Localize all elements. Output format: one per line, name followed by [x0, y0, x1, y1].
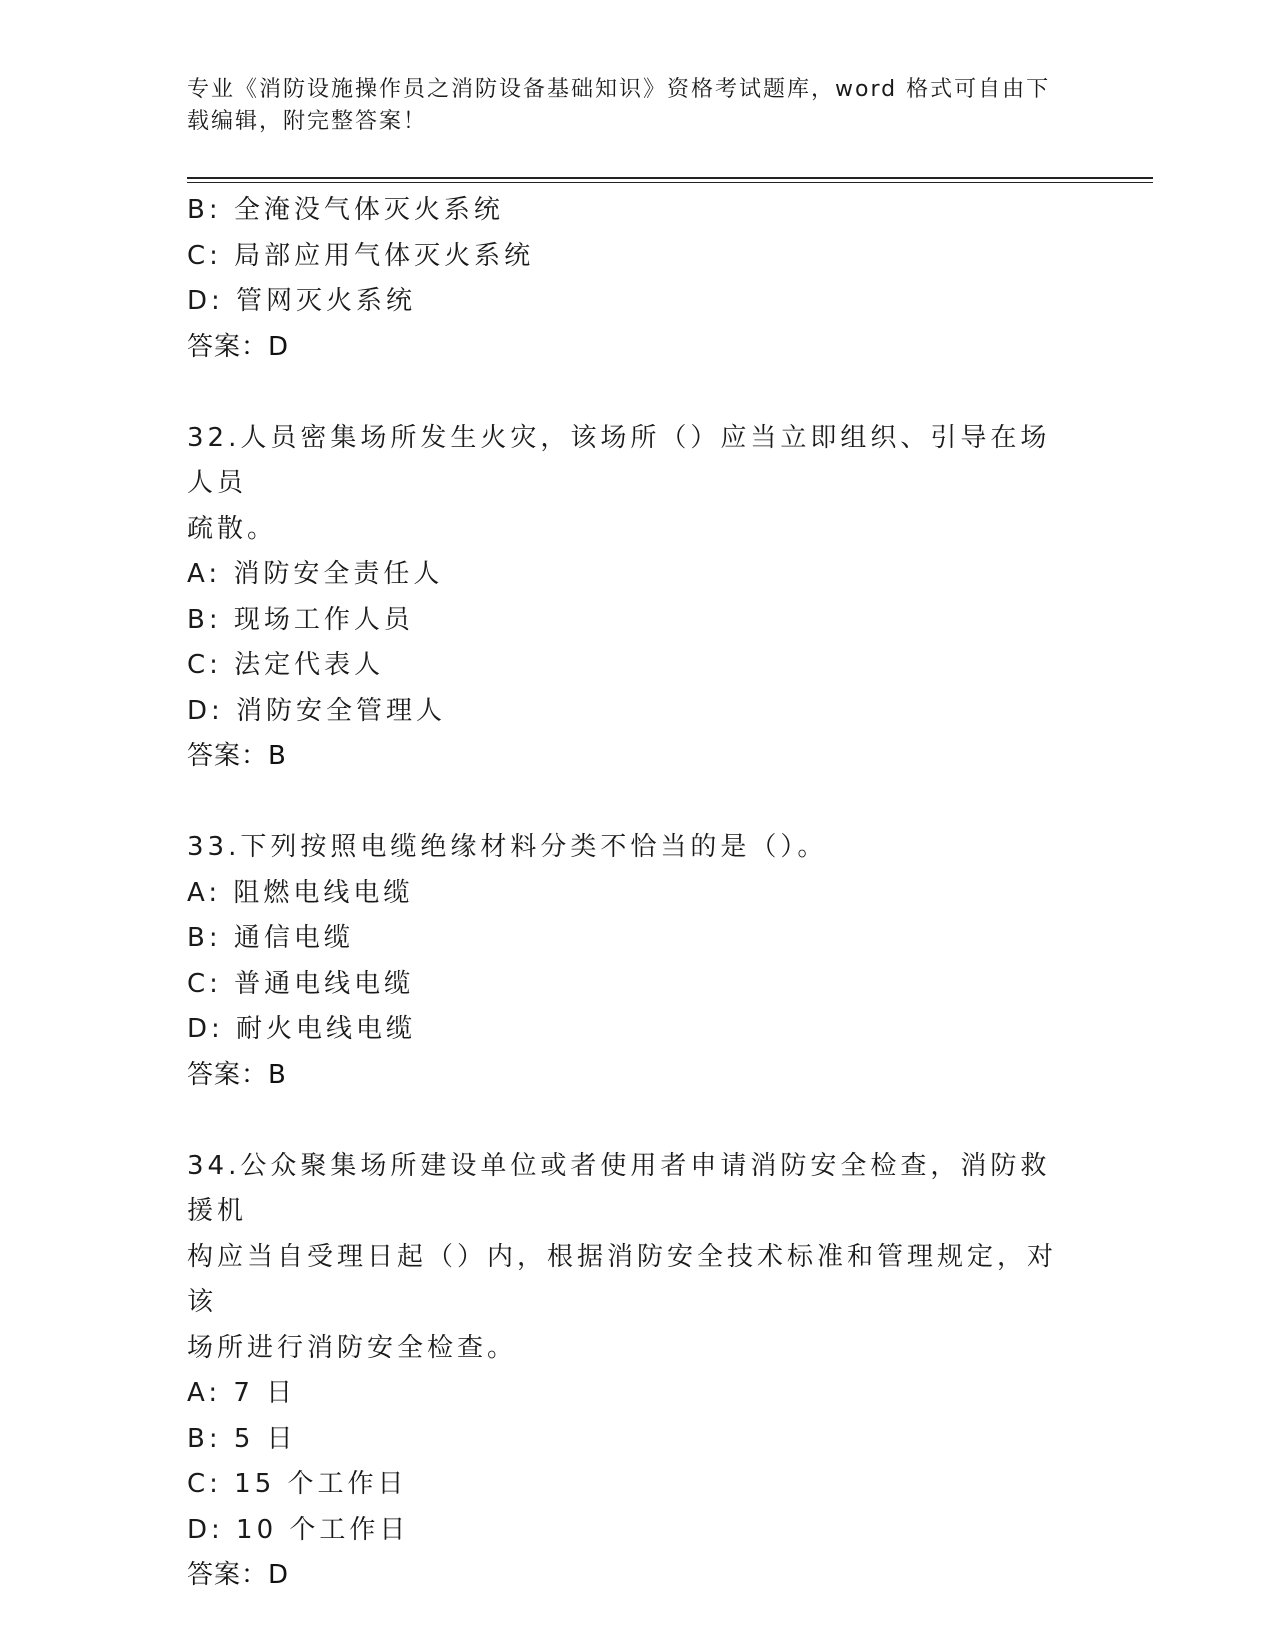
option-d: D: 管网灭火系统	[187, 286, 417, 316]
question-stem-line: 34.公众聚集场所建设单位或者使用者申请消防安全检查，消防救援机	[187, 1150, 1051, 1226]
option-b: B: 现场工作人员	[187, 604, 414, 635]
question-34	[187, 1144, 1077, 1599]
header-divider-thin	[187, 182, 1153, 183]
option-d: D: 消防安全管理人	[187, 695, 447, 726]
question-stem-line: 33.下列按照电缆绝缘材料分类不恰当的是（）。	[187, 832, 828, 862]
question-stem-line: 疏散。	[187, 513, 278, 544]
option-d: D: 耐火电线电缆	[187, 1014, 417, 1044]
option-d: D: 10 个工作日	[187, 1514, 410, 1545]
document-header	[187, 74, 1067, 138]
option-c: C: 法定代表人	[187, 650, 385, 680]
answer-line: 答案：B	[187, 1059, 287, 1090]
question-31-continuation	[187, 188, 1077, 370]
option-a: A: 7 日	[187, 1378, 297, 1408]
question-33	[187, 825, 1077, 1098]
option-a: A: 消防安全责任人	[187, 559, 444, 589]
option-c: C: 15 个工作日	[187, 1469, 408, 1499]
option-b: B: 全淹没气体灭火系统	[187, 195, 504, 225]
spacer	[187, 370, 1077, 416]
question-stem-line: 构应当自受理日起（）内，根据消防安全技术标准和管理规定，对该	[187, 1241, 1058, 1317]
question-stem-line: 场所进行消防安全检查。	[187, 1332, 518, 1363]
header-line-2: 载编辑，附完整答案！	[187, 109, 428, 134]
spacer	[187, 780, 1077, 826]
option-b: B: 通信电缆	[187, 923, 354, 953]
answer-line: 答案：D	[187, 331, 290, 362]
option-b: B: 5 日	[187, 1423, 297, 1454]
question-list	[187, 188, 1077, 1599]
spacer	[187, 1098, 1077, 1144]
option-c: C: 局部应用气体灭火系统	[187, 240, 535, 271]
header-divider-thick	[187, 177, 1153, 179]
question-32	[187, 416, 1077, 780]
answer-line: 答案：D	[187, 1560, 290, 1590]
question-stem-line: 32.人员密集场所发生火灾，该场所（）应当立即组织、引导在场人员	[187, 422, 1051, 498]
answer-line: 答案：B	[187, 741, 287, 771]
option-c: C: 普通电线电缆	[187, 968, 415, 999]
header-line-1: 专业《消防设施操作员之消防设备基础知识》资格考试题库，word 格式可自由下	[187, 77, 1051, 102]
option-a: A: 阻燃电线电缆	[187, 877, 414, 908]
